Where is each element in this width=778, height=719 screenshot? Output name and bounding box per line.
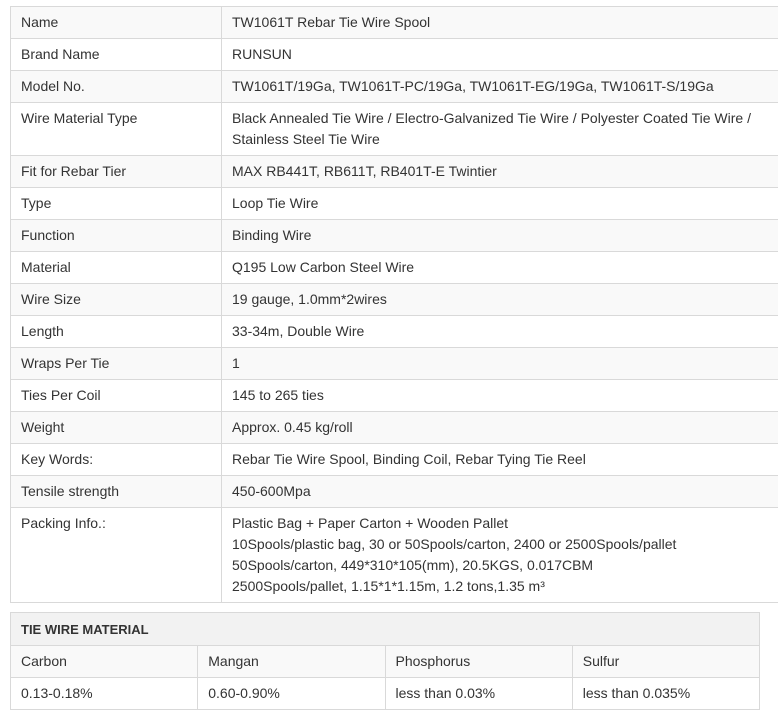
spec-value: Rebar Tie Wire Spool, Binding Coil, Rebar Tying Tie Reel: [222, 444, 778, 476]
spec-key: Model No.: [11, 71, 222, 103]
material-header-row: [11, 646, 760, 678]
table-row: [11, 412, 778, 444]
spec-value: 145 to 265 ties: [222, 380, 778, 412]
spec-value: TW1061T Rebar Tie Wire Spool: [222, 7, 778, 39]
header-phosphorus: Phosphorus: [385, 646, 572, 678]
spec-value: Q195 Low Carbon Steel Wire: [222, 252, 778, 284]
spec-key: Weight: [11, 412, 222, 444]
spec-value: RUNSUN: [222, 39, 778, 71]
value-sulfur: less than 0.035%: [572, 678, 759, 710]
value-carbon: 0.13-0.18%: [11, 678, 198, 710]
value-phosphorus: less than 0.03%: [385, 678, 572, 710]
material-table: [10, 612, 760, 710]
spec-key: Wire Size: [11, 284, 222, 316]
table-row: [11, 508, 778, 603]
packing-value: [222, 508, 778, 603]
packing-line: 10Spools/plastic bag, 30 or 50Spools/carton, 2400 or 2500Spools/pallet: [232, 536, 677, 552]
table-row: [11, 188, 778, 220]
table-row: [11, 156, 778, 188]
spec-value: Approx. 0.45 kg/roll: [222, 412, 778, 444]
table-row: [11, 220, 778, 252]
spec-table: [10, 6, 778, 603]
packing-line: Plastic Bag + Paper Carton + Wooden Pallet: [232, 515, 509, 531]
material-title: TIE WIRE MATERIAL: [11, 613, 760, 646]
table-row: [11, 380, 778, 412]
table-row: [11, 348, 778, 380]
spec-key: Fit for Rebar Tier: [11, 156, 222, 188]
table-row: [11, 71, 778, 103]
header-sulfur: Sulfur: [572, 646, 759, 678]
spec-key: Wire Material Type: [11, 103, 222, 156]
spec-key: Material: [11, 252, 222, 284]
table-row: [11, 39, 778, 71]
spec-key: Brand Name: [11, 39, 222, 71]
spec-key: Tensile strength: [11, 476, 222, 508]
table-row: [11, 316, 778, 348]
material-value-row: [11, 678, 760, 710]
packing-line: 50Spools/carton, 449*310*105(mm), 20.5KGS, 0.017CBM: [232, 557, 594, 573]
value-mangan: 0.60-0.90%: [198, 678, 385, 710]
table-row: [11, 252, 778, 284]
spec-value: 19 gauge, 1.0mm*2wires: [222, 284, 778, 316]
spec-value: Loop Tie Wire: [222, 188, 778, 220]
spec-value: 450-600Mpa: [222, 476, 778, 508]
spec-key: Function: [11, 220, 222, 252]
spec-value: 1: [222, 348, 778, 380]
spec-key: Length: [11, 316, 222, 348]
spec-value: TW1061T/19Ga, TW1061T-PC/19Ga, TW1061T-EG/19Ga, TW1061T-S/19Ga: [222, 71, 778, 103]
packing-key: Packing Info.:: [11, 508, 222, 603]
spec-value: Binding Wire: [222, 220, 778, 252]
material-title-row: [11, 613, 760, 646]
table-row: [11, 103, 778, 156]
packing-line: 2500Spools/pallet, 1.15*1*1.15m, 1.2 tons,1.35 m³: [232, 578, 545, 594]
spec-value: Black Annealed Tie Wire / Electro-Galvanized Tie Wire / Polyester Coated Tie Wire / Stainless Steel Tie Wire: [222, 103, 778, 156]
table-row: [11, 284, 778, 316]
spec-key: Wraps Per Tie: [11, 348, 222, 380]
table-row: [11, 7, 778, 39]
spec-value: MAX RB441T, RB611T, RB401T-E Twintier: [222, 156, 778, 188]
spec-key: Key Words:: [11, 444, 222, 476]
spec-key: Name: [11, 7, 222, 39]
spec-key: Ties Per Coil: [11, 380, 222, 412]
table-row: [11, 444, 778, 476]
header-carbon: Carbon: [11, 646, 198, 678]
spec-value: 33-34m, Double Wire: [222, 316, 778, 348]
header-mangan: Mangan: [198, 646, 385, 678]
spec-key: Type: [11, 188, 222, 220]
table-row: [11, 476, 778, 508]
